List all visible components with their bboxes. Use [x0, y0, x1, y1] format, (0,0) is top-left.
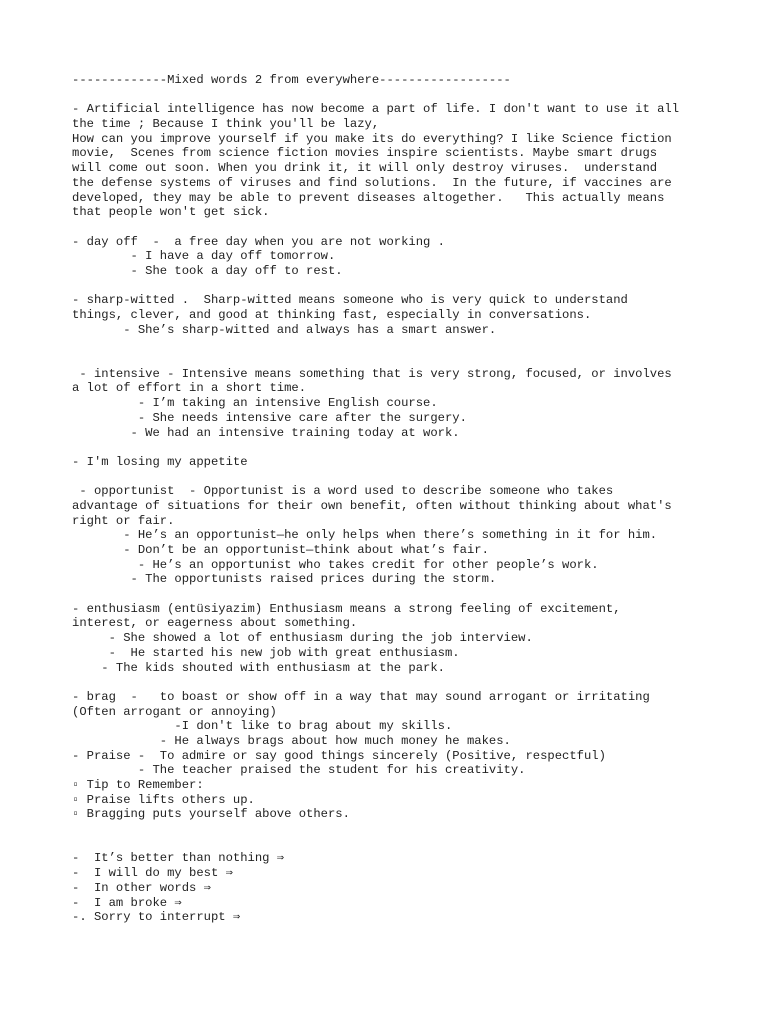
text-line: - She took a day off to rest. [72, 263, 343, 278]
text-line [72, 440, 732, 455]
text-line: developed, they may be able to prevent diseases altogether. This actually means [72, 190, 665, 205]
text-line: will come out soon. When you drink it, it will only destroy viruses. understand [72, 161, 658, 176]
text-line: (Often arrogant or annoying) [72, 704, 277, 719]
text-line: - enthusiasm (entüsiyazim) Enthusiasm means a strong feeling of excitement, [72, 601, 621, 616]
text-line: interest, or eagerness about something. [72, 616, 358, 631]
text-line: How can you improve yourself if you make its do everything? I like Science fiction [72, 131, 672, 146]
text-line: - I'm losing my appetite [72, 454, 248, 469]
text-line: ▫ Tip to Remember: [72, 778, 204, 792]
text-line: - Praise - To admire or say good things sincerely (Positive, respectful) [72, 748, 606, 763]
text-line: a lot of effort in a short time. [72, 381, 307, 396]
text-line [72, 352, 732, 367]
text-line [72, 470, 732, 485]
text-line: things, clever, and good at thinking fast, especially in conversations. [72, 308, 592, 322]
text-line: ▫ Bragging puts yourself above others. [72, 807, 350, 822]
text-line: - In other words ⇒ [72, 880, 211, 895]
text-line: - The teacher praised the student for his creativity. [72, 763, 526, 778]
text-line: advantage of situations for their own benefit, often without thinking about what's [72, 498, 672, 513]
text-line: movie, Scenes from science fiction movies inspire scientists. Maybe smart drugs [72, 146, 658, 161]
text-line: - She needs intensive care after the surgery. [72, 410, 467, 425]
text-line: -I don't like to brag about my skills. [72, 719, 453, 734]
text-line: - I have a day off tomorrow. [72, 249, 336, 264]
text-line: -. Sorry to interrupt ⇒ [72, 910, 241, 925]
text-line: - He always brags about how much money he makes. [72, 733, 511, 748]
text-line: - The opportunists raised prices during the storm. [72, 572, 497, 587]
text-line: that people won't get sick. [72, 205, 270, 220]
text-line: - I will do my best ⇒ [72, 866, 233, 881]
text-line: - brag - to boast or show off in a way that may sound arrogant or irritating [72, 689, 650, 704]
text-line: - I am broke ⇒ [72, 895, 182, 910]
text-line: - We had an intensive training today at work. [72, 425, 460, 440]
text-line: right or fair. [72, 513, 175, 528]
text-line: the time ; Because I think you'll be lazy, [72, 117, 380, 132]
text-line [72, 279, 732, 294]
text-line: the defense systems of viruses and find solutions. In the future, if vaccines are [72, 175, 672, 190]
text-line: - It’s better than nothing ⇒ [72, 851, 285, 866]
text-line: - The kids shouted with enthusiasm at the park. [72, 660, 445, 675]
text-line [72, 337, 732, 352]
text-line: - Don’t be an opportunist—think about what’s fair. [72, 543, 489, 557]
text-line [72, 675, 732, 690]
text-line: - sharp-witted . Sharp-witted means someone who is very quick to understand [72, 293, 628, 308]
text-line [72, 837, 732, 852]
text-line: - opportunist - Opportunist is a word used to describe someone who takes [72, 484, 614, 499]
text-line: ▫ Praise lifts others up. [72, 792, 255, 807]
text-line: - He’s an opportunist who takes credit for other people’s work. [72, 557, 599, 572]
text-line: - He’s an opportunist—he only helps when there’s something in it for him. [72, 528, 658, 543]
text-line: - He started his new job with great enthusiasm. [72, 645, 460, 660]
document-body [72, 73, 732, 925]
text-line [72, 587, 732, 602]
text-line: - She’s sharp-witted and always has a smart answer. [72, 322, 497, 337]
text-line [72, 88, 732, 103]
text-line: - I’m taking an intensive English course. [72, 396, 438, 411]
text-line [72, 220, 732, 235]
text-line: -------------Mixed words 2 from everywhere------------------ [72, 73, 511, 87]
text-line [72, 822, 732, 837]
text-line: - Artificial intelligence has now become a part of life. I don't want to use it all [72, 102, 680, 117]
text-line: - day off - a free day when you are not working . [72, 234, 445, 249]
text-line: - intensive - Intensive means something that is very strong, focused, or involves [72, 366, 672, 381]
text-line: - She showed a lot of enthusiasm during the job interview. [72, 631, 533, 646]
